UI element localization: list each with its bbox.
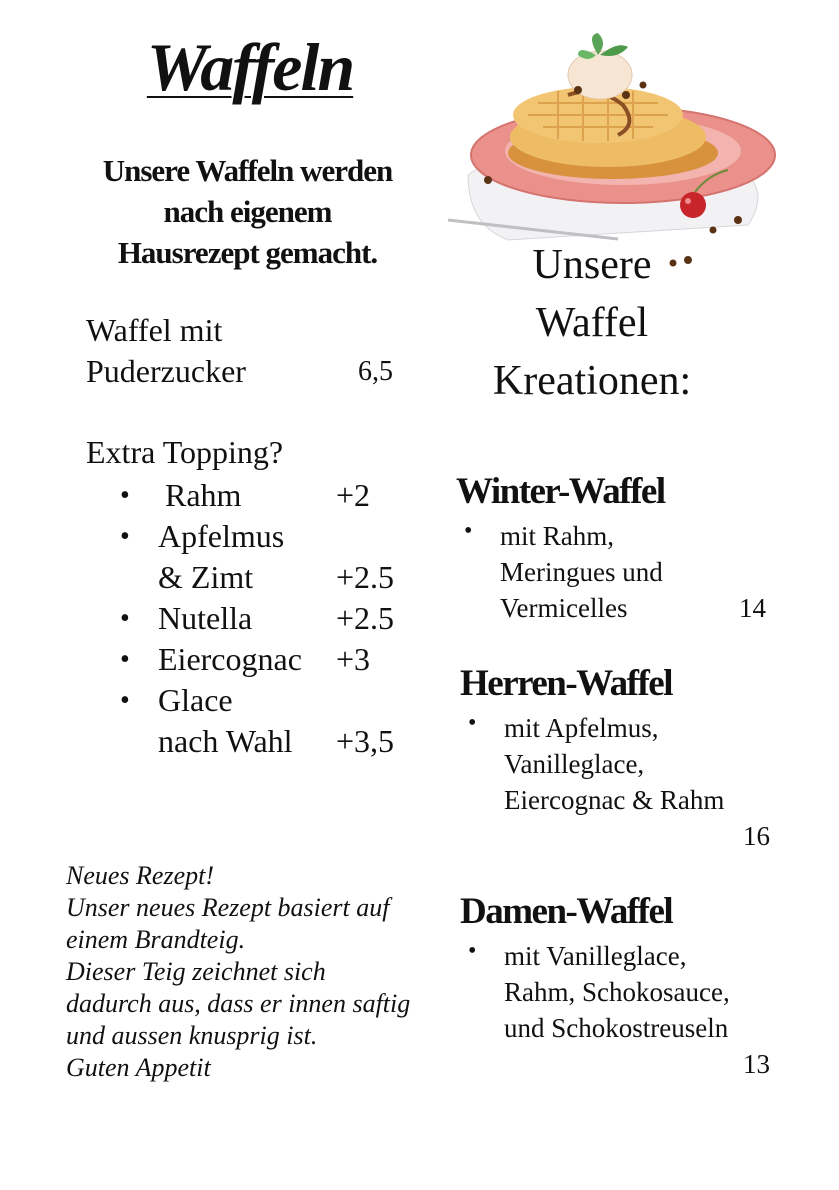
bullet-icon: • <box>120 685 130 716</box>
topping-name: Eiercognac <box>158 641 302 677</box>
creations-heading: Unsere Waffel Kreationen: <box>492 242 692 404</box>
basic-waffle-item <box>86 310 416 392</box>
bullet-icon: • <box>468 938 477 964</box>
bullet-icon: • <box>120 644 130 675</box>
recipe-note: Neues Rezept! Unser neues Rezept basiert auf einem Brandteig. Dieser Teig zeichnet sich dadurch aus, dass er innen saftig und aussen knusprig ist. Guten Appetit <box>66 861 411 1082</box>
bullet-icon: • <box>120 603 130 634</box>
topping-item <box>120 516 450 598</box>
bullet-icon: • <box>120 480 130 511</box>
combo-price: 14 <box>739 593 766 623</box>
waffle-plate-illustration <box>448 25 778 270</box>
topping-price: +2.5 <box>336 600 395 636</box>
topping-name: nach Wahl <box>158 723 293 759</box>
bullet-icon: • <box>464 518 473 544</box>
basic-waffle-name-line1: Waffel mit <box>86 312 223 348</box>
basic-waffle-price: 6,5 <box>358 356 393 387</box>
topping-item <box>120 598 450 639</box>
extra-topping-heading: Extra Topping? <box>86 434 284 470</box>
combo-title: Winter-Waffel <box>456 471 665 512</box>
topping-name: & Zimt <box>158 559 254 595</box>
menu-title: Waffeln <box>146 29 354 105</box>
topping-price: +2 <box>336 477 371 513</box>
topping-name: Apfelmus <box>158 518 285 554</box>
herren-waffle-item: Herren-Waffel • mit Apfelmus, Vanilleglace, Eiercognac & Rahm 16 <box>460 662 770 854</box>
intro-text: Unsere Waffeln werden nach eigenem Hausrezept gemacht. <box>102 153 393 270</box>
combo-title: Herren-Waffel <box>460 663 673 704</box>
bullet-icon: • <box>120 521 130 552</box>
topping-price: +3,5 <box>336 723 395 759</box>
topping-item <box>120 680 450 762</box>
topping-price: +2.5 <box>336 559 395 595</box>
topping-name: Glace <box>158 682 233 718</box>
winter-waffle-item: Winter-Waffel • mit Rahm, Meringues und Vermicelles 14 <box>456 470 766 626</box>
topping-list <box>120 475 450 762</box>
basic-waffle-name-line2: Puderzucker <box>86 353 246 389</box>
topping-item <box>120 475 450 516</box>
topping-name: Rahm <box>165 477 242 513</box>
combo-title: Damen-Waffel <box>460 891 673 932</box>
topping-price: +3 <box>336 641 371 677</box>
combo-price: 13 <box>743 1049 770 1079</box>
topping-item <box>120 639 450 680</box>
topping-name: Nutella <box>158 600 253 636</box>
combo-price: 16 <box>743 821 770 851</box>
bullet-icon: • <box>468 710 477 736</box>
damen-waffle-item: Damen-Waffel • mit Vanilleglace, Rahm, Schokosauce, und Schokostreuseln 13 <box>460 890 770 1082</box>
